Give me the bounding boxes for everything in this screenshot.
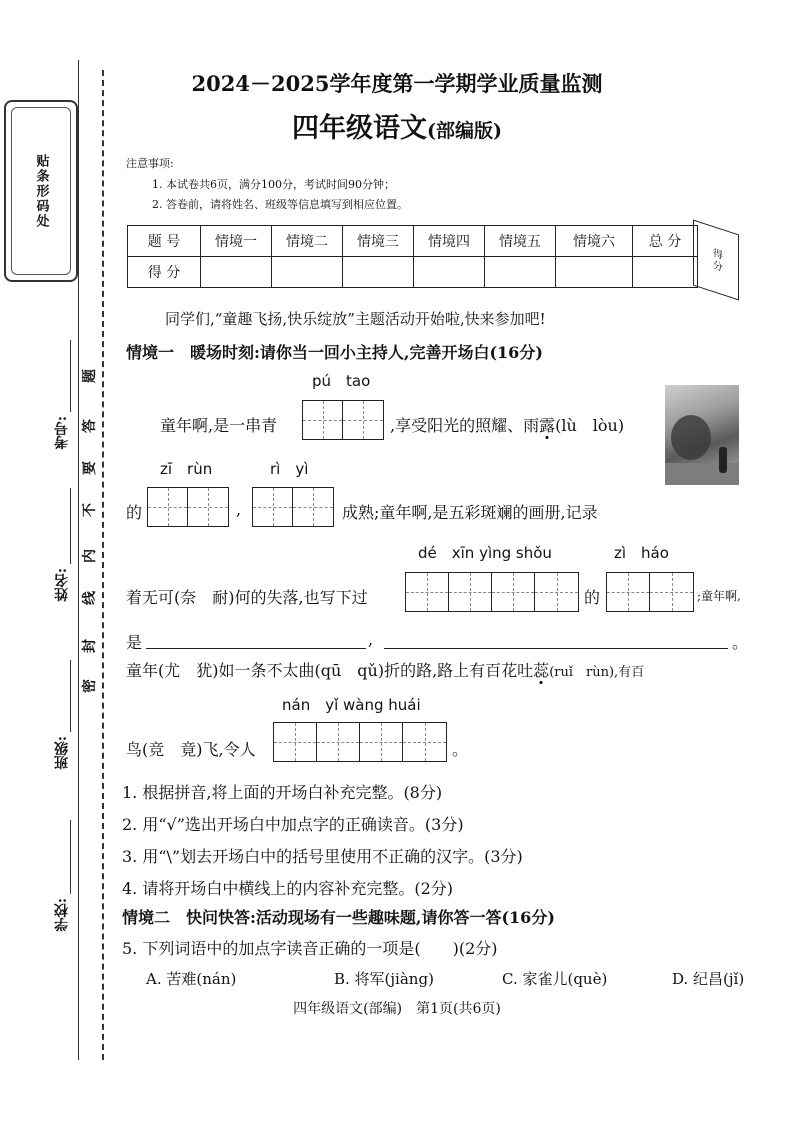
score-cell[interactable] — [485, 257, 556, 288]
passage-text: ;童年啊, — [697, 589, 741, 603]
seal-char: 不 — [82, 503, 98, 517]
score-table-header: 情境六 — [556, 226, 633, 257]
childhood-illustration — [665, 385, 739, 485]
score-table-header: 情境二 — [272, 226, 343, 257]
passage-text: 的 — [584, 588, 601, 607]
seal-char: 密 — [82, 679, 98, 693]
score-cell[interactable] — [414, 257, 485, 288]
intro-text: 同学们,“童趣飞扬,快乐绽放”主题活动开始啦,快来参加吧! — [165, 310, 546, 328]
exam-no-field[interactable] — [70, 340, 71, 412]
question-4: 4. 请将开场白中横线上的内容补充完整。(2分) — [122, 879, 454, 898]
school-label: 学校: — [54, 898, 70, 932]
score-cell[interactable] — [633, 257, 698, 288]
score-tear-tab — [693, 220, 739, 301]
option-c: C. 家雀儿(què) — [502, 970, 608, 988]
score-table-header: 情境五 — [485, 226, 556, 257]
notice-item: 1. 本试卷共6页，满分100分，考试时间90分钟； — [152, 178, 395, 191]
subject-name: 四年级语文 — [292, 113, 427, 144]
score-row-label: 得 分 — [128, 257, 201, 288]
pinyin-answer-grid[interactable] — [405, 572, 579, 612]
class-field[interactable] — [70, 660, 71, 732]
score-table — [127, 225, 698, 288]
passage-text: , — [368, 630, 374, 649]
edition-label: (部编版) — [427, 120, 502, 142]
pinyin-answer-grid[interactable] — [252, 487, 334, 527]
passage-text: 鸟(竞 竟)飞,令人 — [126, 740, 256, 759]
passage-text: 是 — [126, 633, 143, 652]
pinyin-answer-grid[interactable] — [302, 400, 384, 440]
pinyin-answer-grid[interactable] — [147, 487, 229, 527]
seal-char: 封 — [82, 639, 98, 653]
question-3: 3. 用“\”划去开场白中的括号里使用不正确的汉字。(3分) — [122, 847, 523, 866]
pinyin-hint: zì háo — [614, 544, 669, 562]
dotted-char: 蕊 — [533, 661, 550, 680]
option-b: B. 将军(jiàng) — [334, 970, 434, 988]
name-field[interactable] — [70, 488, 71, 564]
seal-char: 线 — [82, 591, 98, 605]
pinyin-answer-grid[interactable] — [273, 722, 447, 762]
score-table-header: 题 号 — [128, 226, 201, 257]
name-label: 姓名: — [54, 568, 70, 602]
score-table-header: 情境三 — [343, 226, 414, 257]
notice-heading: 注意事项: — [126, 157, 174, 170]
score-table-header: 情境一 — [201, 226, 272, 257]
seal-char: 题 — [82, 369, 98, 383]
score-cell[interactable] — [556, 257, 633, 288]
passage-text: , — [236, 500, 242, 519]
pinyin-hint: nán yǐ wàng huái — [282, 696, 421, 714]
exam-subject-title — [0, 106, 794, 145]
score-cell[interactable] — [201, 257, 272, 288]
score-cell[interactable] — [272, 257, 343, 288]
seal-char: 答 — [82, 419, 98, 433]
pinyin-hint: rì yì — [270, 460, 309, 478]
question-1: 1. 根据拼音,将上面的开场白补充完整。(8分) — [122, 783, 443, 802]
seal-char: 要 — [82, 461, 98, 475]
passage-text: 成熟;童年啊,是五彩斑斓的画册,记录 — [342, 503, 598, 522]
exam-period-title: 2024－2025学年度第一学期学业质量监测 — [191, 71, 603, 96]
fill-blank-line[interactable] — [146, 648, 366, 649]
passage-text: 童年(尤 犹)如一条不太曲(qū qǔ)折的路,路上有百花吐蕊(ruǐ rùn),有百 — [126, 661, 645, 680]
passage-text: 着无可(奈 耐)何的失落,也写下过 — [126, 588, 368, 607]
fill-blank-line[interactable] — [384, 648, 728, 649]
score-table-header: 总 分 — [633, 226, 698, 257]
passage-text: 。 — [452, 740, 469, 759]
passage-text: 。 — [732, 633, 749, 652]
passage-text: ,享受阳光的照耀、雨露(lù lòu) — [390, 416, 625, 435]
tear-tab-label: 得分 — [710, 246, 722, 274]
score-cell[interactable] — [343, 257, 414, 288]
school-field[interactable] — [70, 820, 71, 894]
option-a: A. 苦难(nán) — [146, 970, 237, 988]
score-table-header: 情境四 — [414, 226, 485, 257]
pinyin-answer-grid[interactable] — [606, 572, 694, 612]
seal-char: 内 — [82, 549, 98, 563]
pinyin-hint: zī rùn — [160, 460, 213, 478]
option-d: D. 纪昌(jǐ) — [672, 970, 745, 988]
binding-line-dashed — [102, 70, 104, 1060]
section2-title: 情境二 快问快答:活动现场有一些趣味题,请你答一答(16分) — [122, 908, 555, 927]
notice-item: 2. 答卷前，请将姓名、班级等信息填写到相应位置。 — [152, 198, 408, 211]
page-footer: 四年级语文(部编) 第1页(共6页) — [293, 1001, 501, 1017]
passage-text: 童年啊,是一串青 — [160, 416, 278, 435]
dotted-char: 露 — [539, 416, 556, 435]
class-label: 班级: — [54, 736, 70, 770]
pinyin-hint: dé xīn yìng shǒu — [418, 544, 552, 562]
question-2: 2. 用“√”选出开场白中加点字的正确读音。(3分) — [122, 815, 464, 834]
barcode-label: 贴条形码处 — [33, 153, 49, 229]
question-5: 5. 下列词语中的加点字读音正确的一项是( )(2分) — [122, 939, 498, 958]
section1-title: 情境一 暖场时刻:请你当一回小主持人,完善开场白(16分) — [126, 343, 543, 362]
exam-no-label: 考号: — [54, 416, 70, 450]
passage-text: 的 — [126, 503, 143, 522]
pinyin-hint: pú tao — [312, 372, 371, 390]
